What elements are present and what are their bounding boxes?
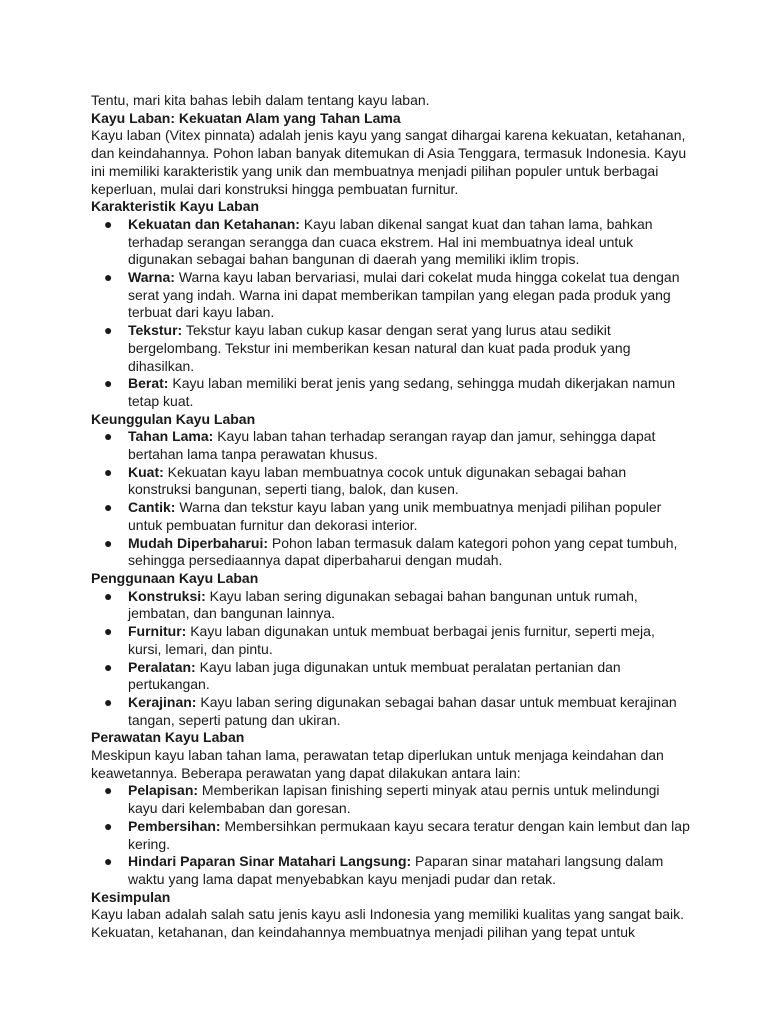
list-item xyxy=(91,588,691,623)
bullet-icon: ● xyxy=(104,587,113,604)
list-item-text: Kayu laban sering digunakan sebagai bahan dasar untuk membuat kerajinan tangan, seperti patung dan ukiran. xyxy=(128,693,677,728)
list-item xyxy=(91,499,691,534)
list-item-term: Kekuatan dan Ketahanan: xyxy=(128,215,300,232)
list-item xyxy=(91,375,691,410)
list-item xyxy=(91,322,691,375)
list-item-text: Paparan sinar matahari langsung dalam waktu yang lama dapat menyebabkan kayu menjadi pudar dan retak. xyxy=(128,853,664,887)
list-item-text: Kayu laban memiliki berat jenis yang sedang, sehingga mudah dikerjakan namun tetap kuat. xyxy=(128,375,676,409)
list-item xyxy=(91,464,691,499)
section-heading-karakteristik: Karakteristik Kayu Laban xyxy=(91,198,260,215)
perawatan-intro-text: Meskipun kayu laban tahan lama, perawatan tetap diperlukan untuk menjaga keindahan dan keawetannya. Beberapa perawatan yang dapat dilakukan antara lain: xyxy=(91,747,664,781)
list-item-term: Cantik: xyxy=(128,499,176,516)
document-body xyxy=(91,92,691,942)
list-item-text: Kayu laban juga digunakan untuk membuat peralatan pertanian dan pertukangan. xyxy=(128,658,621,693)
list-item-term: Hindari Paparan Sinar Matahari Langsung: xyxy=(128,853,412,870)
list-item xyxy=(91,428,691,463)
list-item-term: Pembersihan: xyxy=(128,817,221,834)
perawatan-list xyxy=(91,782,691,888)
list-item-text: Kayu laban tahan terhadap serangan rayap dan jamur, sehingga dapat bertahan lama tanpa perawatan khusus. xyxy=(128,428,656,463)
list-item xyxy=(91,818,691,853)
list-item xyxy=(91,623,691,658)
list-item-text: Membersihkan permukaan kayu secara teratur dengan kain lembut dan lap kering. xyxy=(128,817,690,852)
list-item-term: Mudah Diperbaharui: xyxy=(128,534,269,551)
list-item xyxy=(91,694,691,729)
list-item xyxy=(91,216,691,269)
bullet-icon: ● xyxy=(104,215,113,232)
list-item-term: Pelapisan: xyxy=(128,782,199,799)
kesimpulan-text: Kayu laban adalah salah satu jenis kayu asli Indonesia yang memiliki kualitas yang sangat baik. Kekuatan, ketahanan, dan keindahannya membuatnya menjadi pilihan yang tepat untuk xyxy=(91,906,685,941)
bullet-icon: ● xyxy=(104,463,113,480)
bullet-icon: ● xyxy=(104,623,113,640)
bullet-icon: ● xyxy=(104,782,113,799)
list-item-term: Konstruksi: xyxy=(128,587,206,604)
list-item xyxy=(91,782,691,817)
penggunaan-list xyxy=(91,588,691,730)
bullet-icon: ● xyxy=(104,499,113,516)
list-item-text: Kekuatan kayu laban membuatnya cocok untuk digunakan sebagai bahan konstruksi bangunan, seperti tiang, balok, dan kusen. xyxy=(128,463,627,498)
list-item-term: Tahan Lama: xyxy=(128,428,214,445)
bullet-icon: ● xyxy=(104,853,113,870)
list-item-term: Berat: xyxy=(128,375,169,392)
list-item-term: Tekstur: xyxy=(128,322,183,339)
bullet-icon: ● xyxy=(104,658,113,675)
bullet-icon: ● xyxy=(104,534,113,551)
bullet-icon: ● xyxy=(104,322,113,339)
list-item-text: Kayu laban sering digunakan sebagai bahan bangunan untuk rumah, jembatan, dan bangunan lainnya. xyxy=(128,587,638,622)
section-heading-penggunaan: Penggunaan Kayu Laban xyxy=(91,569,259,586)
list-item-term: Kerajinan: xyxy=(128,693,197,710)
bullet-icon: ● xyxy=(104,269,113,286)
bullet-icon: ● xyxy=(104,428,113,445)
document-title: Kayu Laban: Kekuatan Alam yang Tahan Lama xyxy=(91,109,401,126)
list-item-term: Kuat: xyxy=(128,463,164,480)
description-text: Kayu laban (Vitex pinnata) adalah jenis kayu yang sangat dihargai karena kekuatan, ketahanan, dan keindahannya. Pohon laban banyak ditemukan di Asia Tenggara, termasuk Indonesia. Kayu ini memiliki karakteristik yang unik dan membuatnya menjadi pilihan populer untuk berbagai keperluan, mulai dari konstruksi hingga pembuatan furnitur. xyxy=(91,127,687,197)
list-item-text: Kayu laban digunakan untuk membuat berbagai jenis furnitur, seperti meja, kursi, lemari, dan pintu. xyxy=(128,623,655,657)
intro-text: Tentu, mari kita bahas lebih dalam tentang kayu laban. xyxy=(91,92,430,108)
list-item xyxy=(91,269,691,322)
bullet-icon: ● xyxy=(104,375,113,392)
list-item-text: Pohon laban termasuk dalam kategori pohon yang cepat tumbuh, sehingga persediaannya dapat diperbaharui dengan mudah. xyxy=(128,534,678,569)
list-item-term: Warna: xyxy=(128,269,175,286)
list-item-text: Tekstur kayu laban cukup kasar dengan serat yang lurus atau sedikit bergelombang. Tekstur ini memberikan kesan natural dan kuat pada produk yang dihasilkan. xyxy=(128,322,631,374)
list-item xyxy=(91,853,691,888)
section-heading-perawatan: Perawatan Kayu Laban xyxy=(91,729,245,746)
bullet-icon: ● xyxy=(104,817,113,834)
section-heading-kesimpulan: Kesimpulan xyxy=(91,888,171,905)
keunggulan-list xyxy=(91,428,691,570)
list-item-text: Memberikan lapisan finishing seperti minyak atau pernis untuk melindungi kayu dari kelembaban dan goresan. xyxy=(128,782,660,817)
section-heading-keunggulan: Keunggulan Kayu Laban xyxy=(91,410,256,427)
karakteristik-list xyxy=(91,216,691,411)
list-item-term: Furnitur: xyxy=(128,623,187,640)
list-item-text: Kayu laban dikenal sangat kuat dan tahan lama, bahkan terhadap serangan serangga dan cuaca ekstrem. Hal ini membuatnya ideal untuk digunakan sebagai bahan bangunan di daerah yang memiliki iklim tropis. xyxy=(128,215,653,268)
bullet-icon: ● xyxy=(104,693,113,710)
list-item-text: Warna kayu laban bervariasi, mulai dari cokelat muda hingga cokelat tua dengan serat yang indah. Warna ini dapat memberikan tampilan yang elegan pada produk yang terbuat dari kayu laban. xyxy=(128,269,680,321)
list-item-term: Peralatan: xyxy=(128,658,196,675)
list-item xyxy=(91,535,691,570)
list-item-text: Warna dan tekstur kayu laban yang unik membuatnya menjadi pilihan populer untuk pembuatan furnitur dan dekorasi interior. xyxy=(128,499,662,533)
list-item xyxy=(91,659,691,694)
